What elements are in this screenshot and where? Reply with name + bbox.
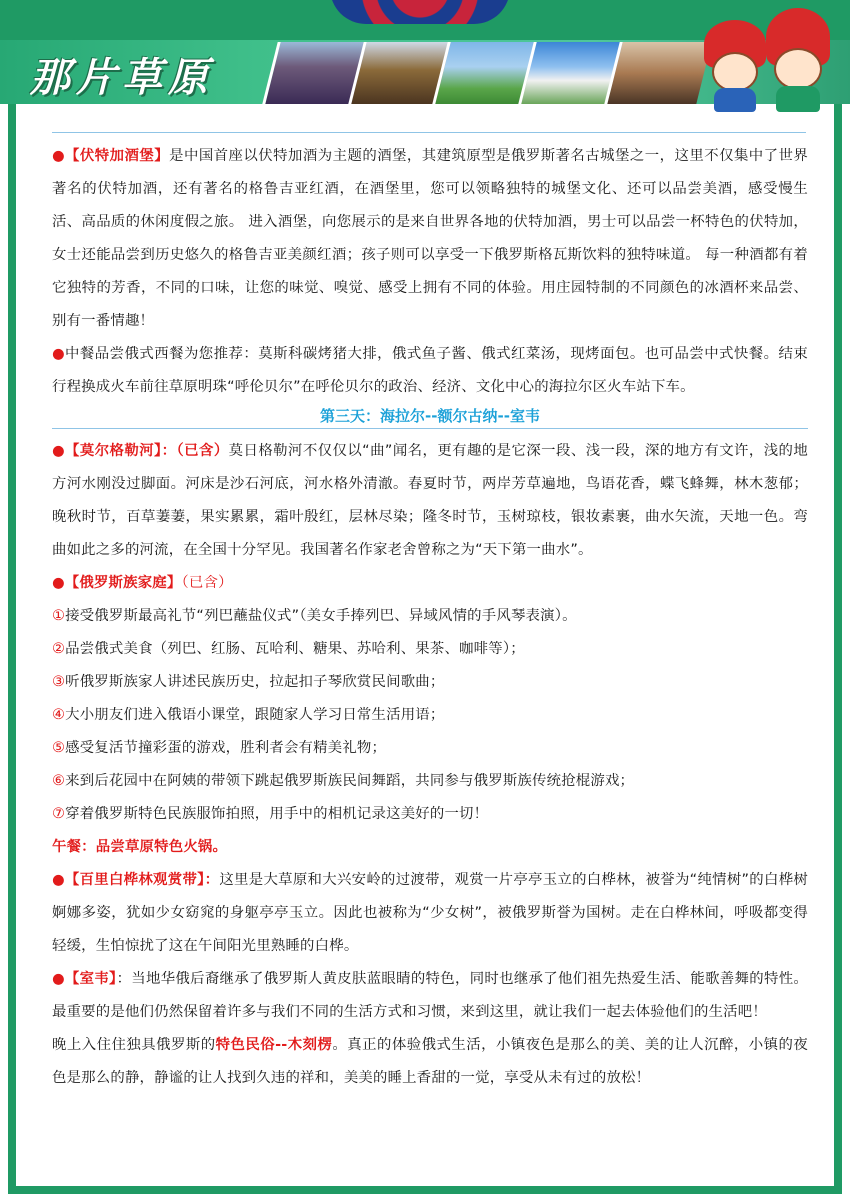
section-text: 莫日格勒河不仅仅以“曲”闻名，更有趣的是它深一段、浅一段，深的地方有文许，浅的地方河水刚没过脚面。河床是沙石河底，河水格外清澈。春夏时节，两岸芳草遍地，鸟语花香，蝶飞蜂舞，林木葱郁；晚秋时节，百草萋萋，果实累累，霜叶殷红，层林尽染；隆冬时节，玉树琼枝，银妆素裹，曲水矢流，天地一色。弯曲如此之多的河流，在全国十分罕见。我国著名作家老舍曾称之为“天下第一曲水”。	[52, 443, 808, 558]
list-item	[52, 600, 808, 633]
meal-text: 中餐品尝俄式西餐为您推荐：莫斯科碳烤猪大排，俄式鱼子酱、俄式红菜汤，现烤面包。也可品尝中式快餐。结束行程换成火车前往草原明珠“呼伦贝尔”在呼伦贝尔的政治、经济、文化中心的海拉尔区火车站下车。	[52, 346, 808, 395]
item-text: 来到后花园中在阿姨的带领下跳起俄罗斯族民间舞蹈，共同参与俄罗斯族传统抢棍游戏；	[65, 773, 635, 789]
list-item	[52, 699, 808, 732]
evening-highlight: 特色民俗--木刻楞	[215, 1037, 333, 1053]
list-item	[52, 633, 808, 666]
item-text: 接受俄罗斯最高礼节“列巴蘸盐仪式”（美女手捧列巴、异域风情的手风琴表演）。	[65, 608, 577, 624]
mascot-face-left	[712, 52, 758, 92]
item-number: ⑤	[52, 740, 66, 756]
bullet-icon: ●	[52, 443, 66, 459]
section-russian-family	[52, 567, 808, 600]
lunch-text: 午餐：品尝草原特色火锅。	[52, 839, 228, 855]
item-text: 大小朋友们进入俄语小课堂，跟随家人学习日常生活用语；	[65, 707, 445, 723]
section-title: 【百里白桦林观赏带】：	[64, 872, 220, 888]
list-item	[52, 798, 808, 831]
section-vodka-castle	[52, 140, 808, 338]
section-title: 【俄罗斯族家庭】	[64, 575, 182, 591]
section-title: 【伏特加酒堡】	[65, 148, 170, 164]
section-text: 这里是大草原和大兴安岭的过渡带，观赏一片亭亭玉立的白桦林，被誉为“纯情树”的白桦树婀娜多姿，犹如少女窈窕的身躯亭亭玉立。因此也被称为“少女树”，被俄罗斯誉为国树。走在白桦林间，呼吸都变得轻缓，生怕惊扰了这在午间阳光里熟睡的白桦。	[52, 872, 808, 954]
section-text: 是中国首座以伏特加酒为主题的酒堡，其建筑原型是俄罗斯著名古城堡之一，这里不仅集中了世界著名的伏特加酒，还有著名的格鲁吉亚红酒，在酒堡里，您可以领略独特的城堡文化、还可以品尝美酒，感受慢生活、高品质的休闲度假之旅。 进入酒堡，向您展示的是来自世界各地的伏特加酒，男士可以品尝一杯特色的伏特加，女士还能品尝到历史悠久的格鲁吉亚美颜红酒；孩子则可以享受一下俄罗斯格瓦斯饮料的独特味道。 每一种酒都有着它独特的芳香，不同的口味，让您的味觉、嗅觉、感受上拥有不同的体验。用庄园特制的不同颜色的冰酒杯来品尝、别有一番情趣！	[52, 148, 808, 329]
item-number: ③	[52, 674, 66, 690]
section-river	[52, 435, 808, 567]
section-shiwei	[52, 963, 808, 1029]
list-item	[52, 666, 808, 699]
item-text: 品尝俄式美食（列巴、红肠、瓦哈利、糖果、苏哈利、果茶、咖啡等）；	[65, 641, 525, 657]
bullet-icon: ●	[52, 148, 66, 164]
list-item	[52, 732, 808, 765]
list-item	[52, 765, 808, 798]
item-text: 穿着俄罗斯特色民族服饰拍照，用手中的相机记录这美好的一切！	[65, 806, 489, 822]
photo-strip	[270, 42, 700, 104]
bullet-icon: ●	[52, 575, 65, 591]
item-number: ⑥	[52, 773, 66, 789]
page-title: 那片草原	[30, 54, 214, 101]
bullet-icon: ●	[52, 971, 65, 987]
evening-suffix: 。真正的体验俄式生活，小镇夜色是那么的美、美的让人沉醉，小镇的夜色是那么的静，静谧的让人找到久违的祥和，美美的睡上香甜的一觉，享受从未有过的放松！	[52, 1037, 809, 1086]
item-text: 感受复活节撞彩蛋的游戏，胜利者会有精美礼物；	[65, 740, 387, 756]
lunch-note	[52, 831, 808, 864]
section-birch-forest	[52, 864, 808, 963]
meal-note	[52, 338, 808, 404]
ornament-decoration	[330, 0, 510, 24]
section-title: 【室韦】	[64, 971, 117, 987]
mascot-face-right	[774, 48, 822, 90]
section-text: ：当地华俄后裔继承了俄罗斯人黄皮肤蓝眼睛的特色，同时也继承了他们祖先热爱生活、能歌善舞的特性。最重要的是他们仍然保留着许多与我们不同的生活方式和习惯，来到这里，就让我们一起去体验他们的生活吧！	[52, 971, 809, 1020]
bullet-icon: ●	[52, 346, 66, 362]
item-number: ②	[52, 641, 66, 657]
item-number: ⑦	[52, 806, 66, 822]
section-title: 【莫尔格勒河】：（已含）	[65, 443, 229, 459]
item-number: ④	[52, 707, 66, 723]
itinerary-content	[52, 132, 808, 1095]
mascot-illustration	[700, 0, 840, 120]
item-number: ①	[52, 608, 66, 624]
day-heading: 第三天：海拉尔--额尔古纳--室韦	[52, 406, 808, 429]
evening-prefix: 晚上入住住独具俄罗斯的	[52, 1037, 216, 1053]
item-text: 听俄罗斯族家人讲述民族历史，拉起扣子琴欣赏民间歌曲；	[65, 674, 445, 690]
bullet-icon: ●	[52, 872, 65, 888]
photo-woman	[604, 42, 711, 104]
included-badge: （已含）	[181, 575, 233, 591]
evening-note	[52, 1029, 808, 1095]
